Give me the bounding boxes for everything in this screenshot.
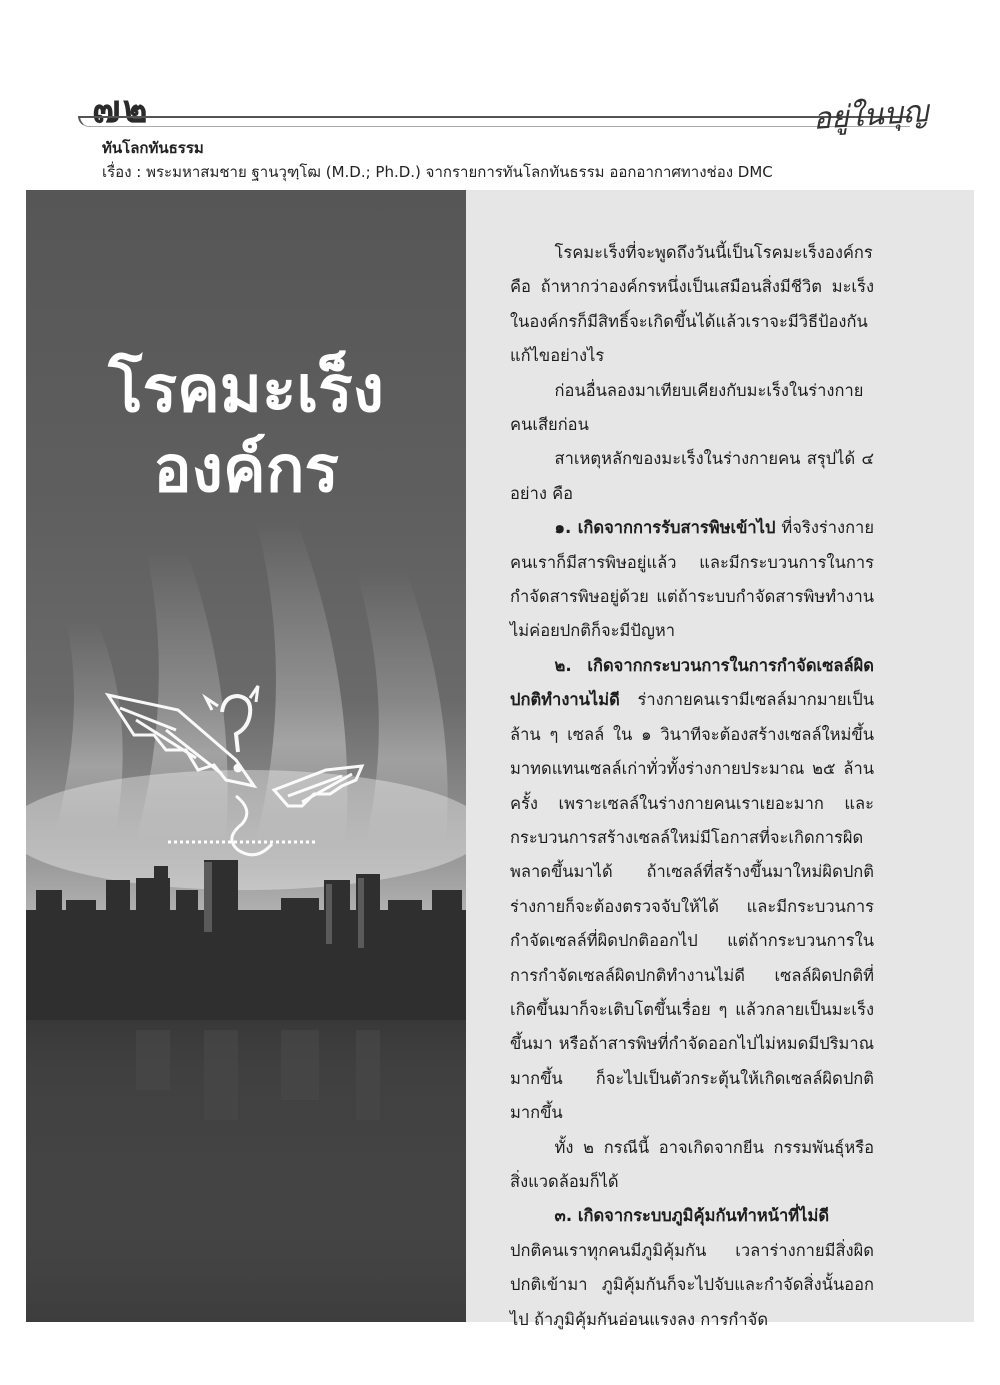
cause-1-text: ที่จริงร่างกายคนเราก็มีสารพิษอยู่แล้ว และมีกระบวนการในการกำจัดสารพิษอยู่ด้วย แต่ถ้าระบบกำจัดสารพิษทำงานไม่ค่อยปกติก็จะมีปัญหา	[510, 518, 874, 641]
paragraph-3: สาเหตุหลักของมะเร็งในร่างกายคน สรุปได้ ๔ อย่าง คือ	[510, 449, 874, 503]
byline: เรื่อง : พระมหาสมชาย ฐานวุฑฺโฒ (M.D.; Ph.D.) จากรายการทันโลกทันธรรม ออกอากาศทางช่อง DMC	[102, 163, 773, 181]
brand-logo: อยู่ในบุญ	[811, 94, 930, 137]
article-body	[510, 236, 874, 1337]
paragraph-7: ปกติคนเราทุกคนมีภูมิคุ้มกัน เวลาร่างกายมีสิ่งผิดปกติเข้ามา ภูมิคุ้มกันก็จะไปจับและกำจัดสิ่งนั้นออกไป ถ้าภูมิคุ้มกันอ่อนแรงลง การกำจัด	[510, 1240, 874, 1329]
article-title	[26, 350, 466, 510]
cause-1-heading: ๑. เกิดจากการรับสารพิษเข้าไป	[554, 518, 776, 538]
header-rule	[78, 116, 910, 127]
cause-2-heading: ๒. เกิดจากกระบวนการในการกำจัดเซลล์ผิดปกติทำงานไม่ดี	[510, 655, 874, 710]
title-line-1: โรคมะเร็ง	[108, 353, 384, 427]
paragraph-1: โรคมะเร็งที่จะพูดถึงวันนี้เป็นโรคมะเร็งองค์กร คือ ถ้าหากว่าองค์กรหนึ่งเป็นเสมือนสิ่งมีชีวิต มะเร็งในองค์กรก็มีสิทธิ์จะเกิดขึ้นได้แล้วเราจะมีวิธีป้องกันแก้ไขอย่างไร	[510, 243, 874, 366]
paragraph-6: ทั้ง ๒ กรณีนี้ อาจเกิดจากยีน กรรมพันธุ์หรือสิ่งแวดล้อมก็ได้	[510, 1137, 874, 1191]
paragraph-4	[510, 511, 874, 649]
cause-2-text: ร่างกายคนเรามีเซลล์มากมายเป็นล้าน ๆ เซลล์ ใน ๑ วินาทีจะต้องสร้างเซลล์ใหม่ขึ้นมาทดแทนเซลล์เก่าทั่วทั้งร่างกายประมาณ ๒๕ ล้านครั้ง เพราะเซลล์ในร่างกายคนเราเยอะมาก และกระบวนการสร้างเซลล์ใหม่มีโอกาสที่จะเกิดการผิดพลาดขึ้นมาได้ ถ้าเซลล์ที่สร้างขึ้นมาใหม่ผิดปกติ ร่างกายก็จะต้องตรวจจับให้ได้ และมีกระบวนการกำจัดเซลล์ที่ผิดปกติออกไป แต่ถ้ากระบวนการในการกำจัดเซลล์ผิดปกติทำงานไม่ดี เซลล์ผิดปกติที่เกิดขึ้นมาก็จะเติบโตขึ้นเรื่อย ๆ แล้วกลายเป็นมะเร็งขึ้นมา หรือถ้าสารพิษที่กำจัดออกไปไม่หมดมีปริมาณมากขึ้น ก็จะไปเป็นตัวกระตุ้นให้เกิดเซลล์ผิดปกติมากขึ้น	[510, 690, 874, 1123]
paragraph-7-heading	[510, 1199, 874, 1233]
title-line-2: องค์กร	[153, 433, 339, 507]
cause-3-heading: ๓. เกิดจากระบบภูมิคุ้มกันทำหน้าที่ไม่ดี	[554, 1206, 830, 1226]
paragraph-5	[510, 649, 874, 1131]
illustration-panel	[26, 190, 466, 1322]
paragraph-2: ก่อนอื่นลองมาเทียบเคียงกับมะเร็งในร่างกายคนเสียก่อน	[510, 380, 864, 435]
column-name: ทันโลกทันธรรม	[102, 139, 204, 157]
page-number: ๗๒	[92, 87, 150, 131]
